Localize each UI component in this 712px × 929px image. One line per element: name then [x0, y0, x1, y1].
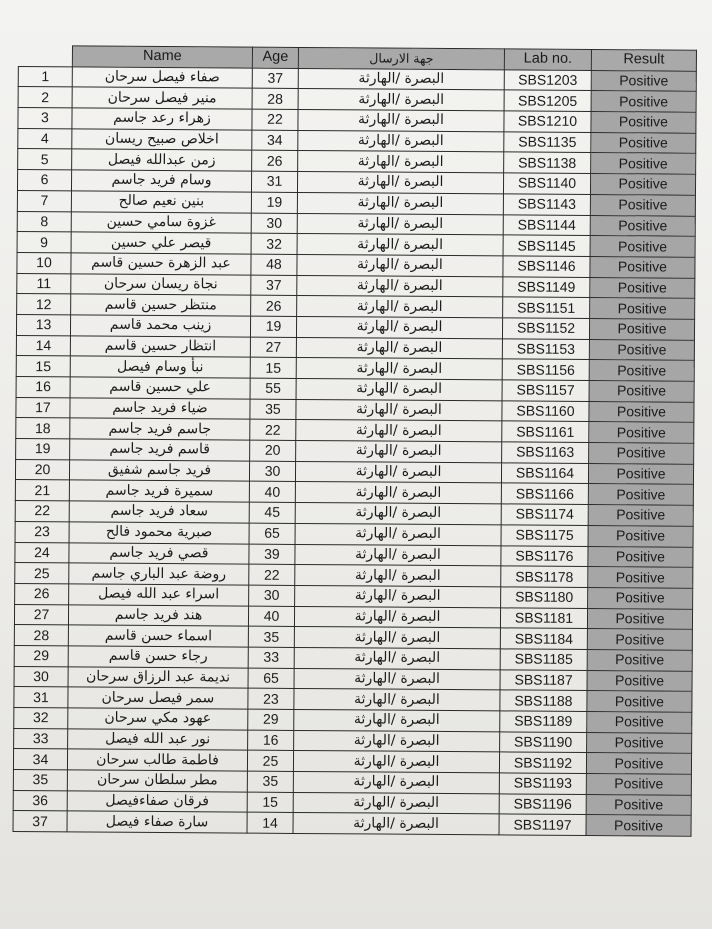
- test-result: Positive: [590, 174, 695, 195]
- patient-age: 35: [250, 399, 296, 420]
- row-index: 2: [18, 87, 72, 108]
- test-result: Positive: [591, 70, 696, 91]
- test-result: Positive: [589, 360, 694, 381]
- test-result: Positive: [589, 380, 694, 401]
- test-result: Positive: [587, 691, 692, 712]
- patient-name: رجاء حسن قاسم: [68, 646, 248, 668]
- test-result: Positive: [587, 670, 692, 691]
- patient-name: فرقان صفاءفيصل: [67, 791, 247, 813]
- patient-name: فريد جاسم شفيق: [69, 460, 249, 482]
- lab-number: SBS1187: [500, 670, 587, 691]
- patient-age: 40: [249, 482, 295, 503]
- test-result: Positive: [587, 732, 692, 753]
- row-index: 14: [16, 335, 70, 356]
- age-header: Age: [252, 47, 298, 68]
- lab-number: SBS1161: [502, 421, 589, 442]
- patient-age: 20: [250, 440, 296, 461]
- sending-location: البصرة /الهارثة: [296, 399, 502, 421]
- sending-location: البصرة /الهارثة: [297, 234, 503, 256]
- patient-age: 55: [250, 378, 296, 399]
- patient-name: قاسم فريد جاسم: [70, 439, 250, 461]
- test-result: Positive: [590, 215, 695, 236]
- sending-location: البصرة /الهارثة: [298, 89, 504, 111]
- patient-age: 40: [248, 606, 294, 627]
- sending-location: البصرة /الهارثة: [295, 585, 501, 607]
- patient-name: سعاد فريد جاسم: [69, 501, 249, 523]
- patient-age: 32: [251, 233, 297, 254]
- lab-number: SBS1166: [501, 483, 588, 504]
- lab-number: SBS1189: [500, 711, 587, 732]
- row-index: 9: [17, 232, 71, 253]
- sending-location: البصرة /الهارثة: [294, 668, 500, 690]
- lab-number: SBS1160: [502, 401, 589, 422]
- row-index: 12: [17, 294, 71, 315]
- row-index: 20: [15, 459, 69, 480]
- patient-name: عهود مكي سرحان: [68, 708, 248, 730]
- patient-age: 22: [249, 564, 295, 585]
- lab-number: SBS1164: [501, 463, 588, 484]
- sending-location: البصرة /الهارثة: [295, 544, 501, 566]
- test-result: Positive: [591, 91, 696, 112]
- sending-location: البصرة /الهارثة: [296, 378, 502, 400]
- row-index: 24: [15, 542, 69, 563]
- patient-name: سارة صفاء فيصل: [67, 811, 247, 833]
- patient-name: جاسم فريد جاسم: [70, 418, 250, 440]
- results-table: [13, 45, 697, 837]
- patient-age: 27: [250, 337, 296, 358]
- test-result: Positive: [590, 236, 695, 257]
- lab-number: SBS1175: [501, 525, 588, 546]
- test-result: Positive: [588, 567, 693, 588]
- row-index: 36: [13, 790, 67, 811]
- row-index: 34: [13, 749, 67, 770]
- row-index: 6: [17, 170, 71, 191]
- lab-number: SBS1174: [501, 504, 588, 525]
- test-result: Positive: [591, 132, 696, 153]
- row-index: 5: [18, 149, 72, 170]
- lab-number: SBS1152: [502, 318, 589, 339]
- test-result: Positive: [586, 753, 691, 774]
- lab-number: SBS1138: [504, 152, 591, 173]
- test-result: Positive: [589, 443, 694, 464]
- lab-number: SBS1144: [503, 214, 590, 235]
- lab-number: SBS1151: [503, 297, 590, 318]
- patient-age: 19: [251, 192, 297, 213]
- test-result: Positive: [588, 546, 693, 567]
- sending-location: البصرة /الهارثة: [294, 709, 500, 731]
- result-header: Result: [591, 50, 696, 71]
- patient-age: 34: [252, 130, 298, 151]
- lab-number: SBS1163: [502, 442, 589, 463]
- lab-number: SBS1180: [501, 587, 588, 608]
- patient-name: نديمة عبد الرزاق سرحان: [68, 666, 248, 688]
- table-row: [13, 811, 691, 836]
- patient-age: 39: [249, 544, 295, 565]
- test-result: Positive: [588, 525, 693, 546]
- test-result: Positive: [590, 298, 695, 319]
- row-index: 19: [16, 439, 70, 460]
- lab-number: SBS1184: [500, 628, 587, 649]
- patient-age: 30: [249, 461, 295, 482]
- patient-age: 25: [247, 750, 293, 771]
- row-index: 27: [14, 604, 68, 625]
- patient-name: نور عبد الله فيصل: [68, 729, 248, 751]
- patient-age: 28: [252, 89, 298, 110]
- row-index: 16: [16, 376, 70, 397]
- patient-name: عبد الزهرة حسين قاسم: [71, 253, 251, 275]
- lab-number: SBS1149: [503, 276, 590, 297]
- lab-number: SBS1176: [501, 545, 588, 566]
- row-index: 1: [18, 66, 72, 87]
- test-result: Positive: [589, 401, 694, 422]
- sending-location: البصرة /الهارثة: [295, 523, 501, 545]
- row-index: 29: [14, 645, 68, 666]
- patient-name: زمن عبدالله فيصل: [72, 149, 252, 171]
- sending-location: البصرة /الهارثة: [297, 254, 503, 276]
- lab-number: SBS1146: [503, 256, 590, 277]
- patient-age: 45: [249, 502, 295, 523]
- test-result: Positive: [590, 194, 695, 215]
- test-result: Positive: [589, 339, 694, 360]
- patient-age: 30: [251, 213, 297, 234]
- sending-location: البصرة /الهارثة: [297, 192, 503, 214]
- sending-location: البصرة /الهارثة: [298, 110, 504, 132]
- row-index: 32: [14, 707, 68, 728]
- patient-age: 14: [247, 813, 293, 834]
- test-result: Positive: [587, 711, 692, 732]
- sending-location: البصرة /الهارثة: [295, 461, 501, 483]
- test-result: Positive: [586, 794, 691, 815]
- lab-header: Lab no.: [504, 49, 591, 70]
- patient-name: قيصر علي حسين: [71, 232, 251, 254]
- sending-location: البصرة /الهارثة: [296, 420, 502, 442]
- sending-location: البصرة /الهارثة: [295, 482, 501, 504]
- lab-number: SBS1181: [500, 607, 587, 628]
- test-result: Positive: [590, 256, 695, 277]
- lab-number: SBS1188: [500, 690, 587, 711]
- sending-location: البصرة /الهارثة: [293, 792, 499, 814]
- lab-number: SBS1203: [504, 70, 591, 91]
- sending-location: البصرة /الهارثة: [294, 647, 500, 669]
- test-result: Positive: [588, 463, 693, 484]
- patient-name: انتظار حسين قاسم: [70, 335, 250, 357]
- patient-age: 15: [247, 792, 293, 813]
- test-result: Positive: [588, 484, 693, 505]
- test-result: Positive: [590, 277, 695, 298]
- row-index: 30: [14, 666, 68, 687]
- test-result: Positive: [589, 422, 694, 443]
- patient-name: وسام فريد جاسم: [71, 170, 251, 192]
- lab-number: SBS1140: [503, 173, 590, 194]
- lab-number: SBS1157: [502, 380, 589, 401]
- row-index: 35: [13, 770, 67, 791]
- patient-name: صبرية محمود فالح: [69, 522, 249, 544]
- patient-age: 15: [250, 357, 296, 378]
- patient-age: 26: [251, 295, 297, 316]
- patient-name: اسماء حسن قاسم: [68, 625, 248, 647]
- patient-name: قصي فريد جاسم: [69, 542, 249, 564]
- test-result: Positive: [589, 318, 694, 339]
- sending-location: البصرة /الهارثة: [293, 751, 499, 773]
- patient-name: غزوة سامي حسين: [71, 211, 251, 233]
- lab-number: SBS1153: [502, 339, 589, 360]
- row-index: 7: [17, 190, 71, 211]
- row-index: 22: [15, 501, 69, 522]
- lab-number: SBS1135: [504, 132, 591, 153]
- row-index: 11: [17, 273, 71, 294]
- sending-location: البصرة /الهارثة: [298, 130, 504, 152]
- row-index: 33: [14, 728, 68, 749]
- patient-name: صفاء فيصل سرحان: [72, 67, 252, 89]
- patient-age: 35: [247, 771, 293, 792]
- row-index: 37: [13, 811, 67, 832]
- lab-number: SBS1156: [502, 359, 589, 380]
- lab-number: SBS1205: [504, 90, 591, 111]
- row-index: 31: [14, 687, 68, 708]
- sending-location: البصرة /الهارثة: [296, 337, 502, 359]
- patient-age: 16: [248, 730, 294, 751]
- sending-location: البصرة /الهارثة: [298, 68, 504, 90]
- sending-location: البصرة /الهارثة: [297, 275, 503, 297]
- index-header: [18, 46, 72, 67]
- lab-number: SBS1192: [499, 752, 586, 773]
- place-header: جهة الارسال: [298, 47, 504, 69]
- lab-number: SBS1178: [501, 566, 588, 587]
- patient-name: منير فيصل سرحان: [72, 87, 252, 109]
- patient-name: سمر فيصل سرحان: [68, 687, 248, 709]
- row-index: 23: [15, 521, 69, 542]
- patient-name: روضة عبد الباري جاسم: [69, 563, 249, 585]
- patient-age: 23: [248, 688, 294, 709]
- patient-age: 37: [252, 68, 298, 89]
- row-index: 15: [16, 356, 70, 377]
- patient-age: 22: [252, 109, 298, 130]
- lab-number: SBS1197: [499, 814, 586, 835]
- patient-name: زينب محمد قاسم: [70, 315, 250, 337]
- lab-number: SBS1143: [503, 194, 590, 215]
- patient-age: 48: [251, 254, 297, 275]
- patient-name: هند فريد جاسم: [68, 604, 248, 626]
- lab-number: SBS1145: [503, 235, 590, 256]
- row-index: 28: [14, 625, 68, 646]
- test-result: Positive: [588, 505, 693, 526]
- patient-name: سميرة فريد جاسم: [69, 480, 249, 502]
- sending-location: البصرة /الهارثة: [293, 772, 499, 794]
- patient-age: 33: [248, 647, 294, 668]
- patient-age: 31: [251, 171, 297, 192]
- lab-number: SBS1210: [504, 111, 591, 132]
- patient-name: مطر سلطان سرحان: [67, 770, 247, 792]
- sending-location: البصرة /الهارثة: [293, 813, 499, 835]
- patient-age: 35: [248, 626, 294, 647]
- patient-age: 29: [248, 709, 294, 730]
- row-index: 25: [15, 563, 69, 584]
- lab-number: SBS1185: [500, 649, 587, 670]
- row-index: 18: [16, 418, 70, 439]
- sending-location: البصرة /الهارثة: [295, 565, 501, 587]
- lab-number: SBS1196: [499, 794, 586, 815]
- test-result: Positive: [591, 112, 696, 133]
- name-header: Name: [72, 46, 252, 68]
- patient-name: نجاة ريسان سرحان: [71, 273, 251, 295]
- sending-location: البصرة /الهارثة: [294, 627, 500, 649]
- patient-name: علي حسين قاسم: [70, 377, 250, 399]
- row-index: 17: [16, 397, 70, 418]
- patient-name: نبأ وسام فيصل: [70, 356, 250, 378]
- patient-name: اخلاص صبيح ريسان: [72, 129, 252, 151]
- patient-age: 37: [251, 275, 297, 296]
- test-result: Positive: [588, 587, 693, 608]
- test-result: Positive: [587, 608, 692, 629]
- sending-location: البصرة /الهارثة: [294, 606, 500, 628]
- row-index: 21: [15, 480, 69, 501]
- row-index: 13: [16, 314, 70, 335]
- patient-age: 22: [250, 420, 296, 441]
- test-result: Positive: [587, 649, 692, 670]
- sending-location: البصرة /الهارثة: [296, 358, 502, 380]
- sending-location: البصرة /الهارثة: [298, 151, 504, 173]
- sending-location: البصرة /الهارثة: [297, 213, 503, 235]
- patient-age: 30: [249, 585, 295, 606]
- test-result: Positive: [587, 629, 692, 650]
- row-index: 10: [17, 252, 71, 273]
- lab-number: SBS1193: [499, 773, 586, 794]
- row-index: 3: [18, 108, 72, 129]
- test-result: Positive: [586, 774, 691, 795]
- sending-location: البصرة /الهارثة: [296, 316, 502, 338]
- patient-age: 26: [252, 151, 298, 172]
- row-index: 8: [17, 211, 71, 232]
- sending-location: البصرة /الهارثة: [294, 730, 500, 752]
- row-index: 4: [18, 128, 72, 149]
- sending-location: البصرة /الهارثة: [297, 296, 503, 318]
- sending-location: البصرة /الهارثة: [295, 503, 501, 525]
- test-result: Positive: [586, 815, 691, 836]
- patient-name: اسراء عبد الله فيصل: [69, 584, 249, 606]
- patient-age: 65: [248, 668, 294, 689]
- patient-name: فاطمة طالب سرحان: [67, 749, 247, 771]
- patient-name: منتظر حسين قاسم: [71, 294, 251, 316]
- test-result: Positive: [591, 153, 696, 174]
- patient-age: 19: [250, 316, 296, 337]
- sending-location: البصرة /الهارثة: [297, 172, 503, 194]
- patient-name: بنين نعيم صالح: [71, 191, 251, 213]
- patient-name: ضياء فريد جاسم: [70, 398, 250, 420]
- patient-name: زهراء رعد جاسم: [72, 108, 252, 130]
- patient-age: 65: [249, 523, 295, 544]
- row-index: 26: [15, 583, 69, 604]
- lab-number: SBS1190: [500, 732, 587, 753]
- sending-location: البصرة /الهارثة: [296, 441, 502, 463]
- sending-location: البصرة /الهارثة: [294, 689, 500, 711]
